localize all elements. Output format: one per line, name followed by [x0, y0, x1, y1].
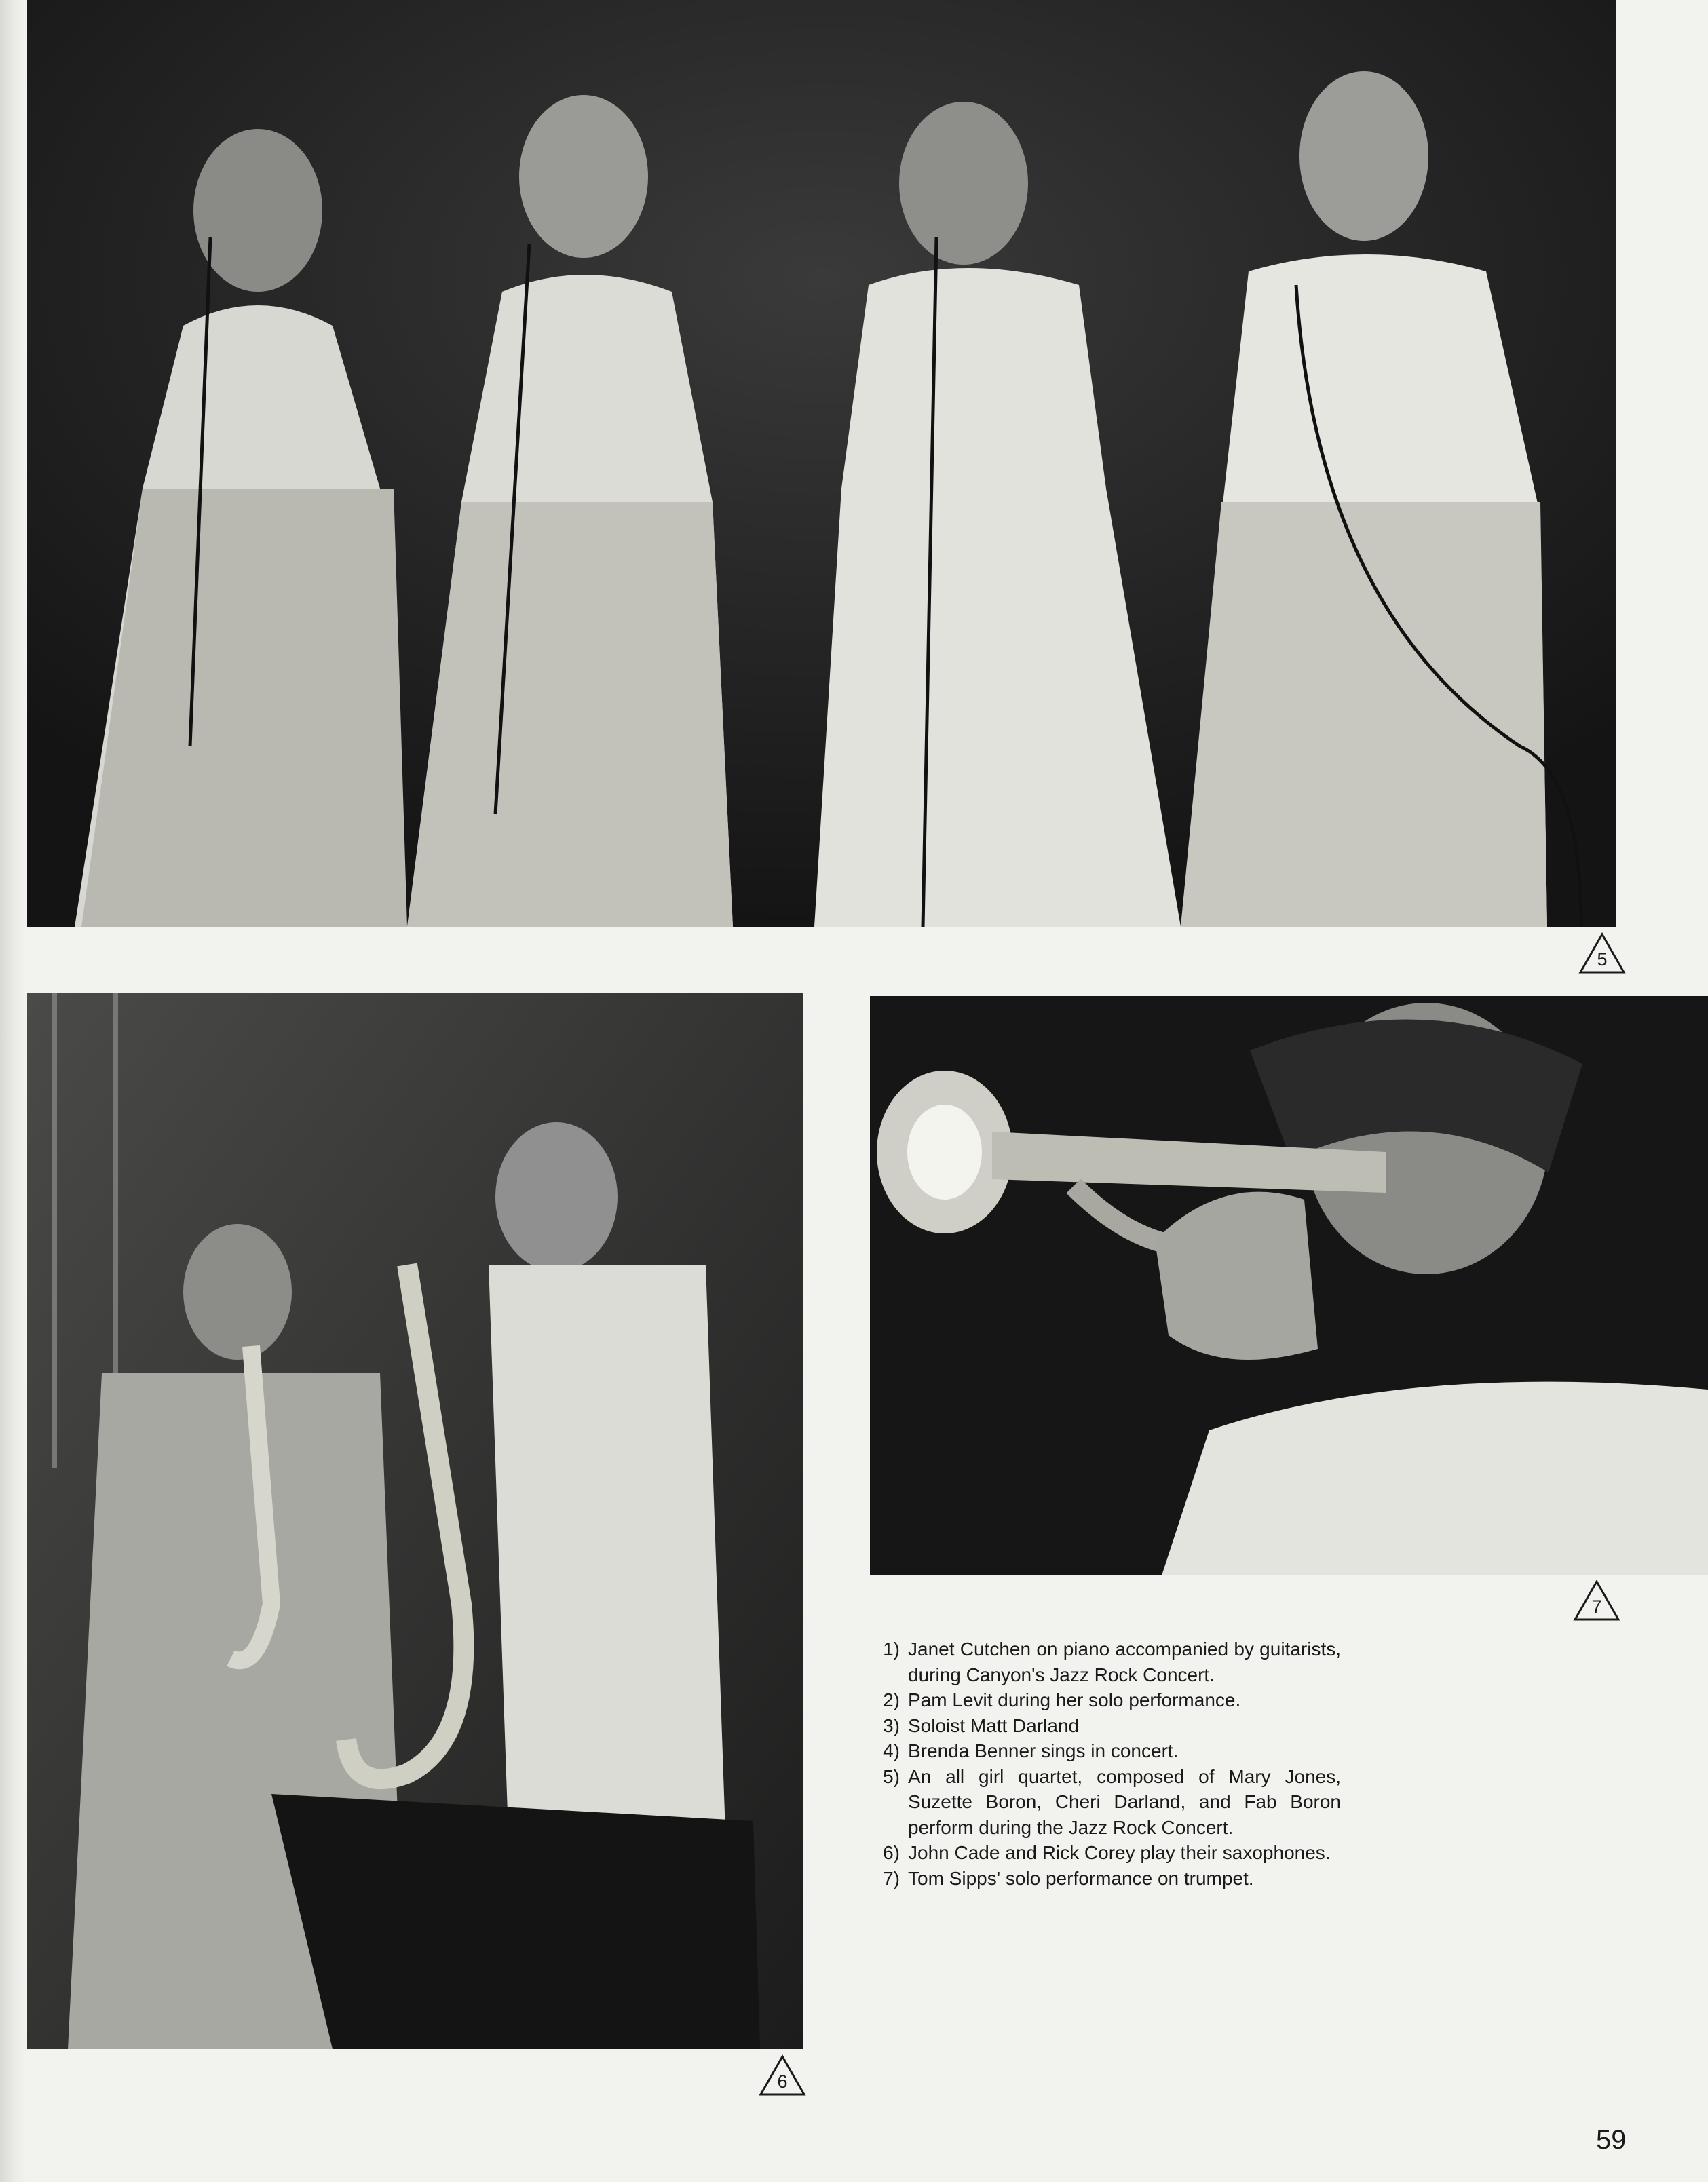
caption-item: [866, 1687, 1341, 1713]
caption-text: Brenda Benner sings in concert.: [908, 1740, 1179, 1761]
caption-text: Janet Cutchen on piano accompanied by guitarists, during Canyon's Jazz Rock Concert.: [908, 1639, 1341, 1685]
photo-marker-5-label: 5: [1597, 949, 1608, 970]
photo-marker-6-label: 6: [777, 2071, 788, 2092]
caption-number: 3): [883, 1715, 900, 1736]
caption-number: 6): [883, 1842, 900, 1863]
trumpet-photo: [870, 996, 1708, 1575]
caption-number: 5): [883, 1765, 900, 1787]
caption-text: Tom Sipps' solo performance on trumpet.: [908, 1867, 1254, 1889]
caption-list: [866, 1636, 1341, 1891]
caption-item: [866, 1738, 1341, 1764]
caption-item: [866, 1840, 1341, 1866]
photo-marker-6: [759, 2054, 806, 2097]
caption-text: Pam Levit during her solo performance.: [908, 1689, 1241, 1710]
caption-item: [866, 1866, 1341, 1892]
caption-item: [866, 1636, 1341, 1687]
saxophone-photo: [27, 993, 803, 2049]
caption-text: An all girl quartet, composed of Mary Jones, Suzette Boron, Cheri Darland, and Fab Boron perform during the Jazz Rock Concert.: [908, 1765, 1341, 1838]
photo-marker-7-label: 7: [1591, 1596, 1602, 1617]
page-number: 59: [1596, 2125, 1627, 2155]
caption-text: John Cade and Rick Corey play their saxophones.: [908, 1842, 1331, 1863]
caption-number: 7): [883, 1867, 900, 1889]
photo-marker-7: [1573, 1580, 1620, 1622]
caption-number: 1): [883, 1639, 900, 1660]
caption-item: [866, 1764, 1341, 1841]
caption-number: 2): [883, 1689, 900, 1710]
page-binding-edge: [0, 0, 27, 2182]
caption-text: Soloist Matt Darland: [908, 1715, 1080, 1736]
photo-marker-5: [1578, 932, 1626, 974]
caption-number: 4): [883, 1740, 900, 1761]
caption-item: [866, 1713, 1341, 1739]
quartet-photo: [27, 0, 1616, 927]
